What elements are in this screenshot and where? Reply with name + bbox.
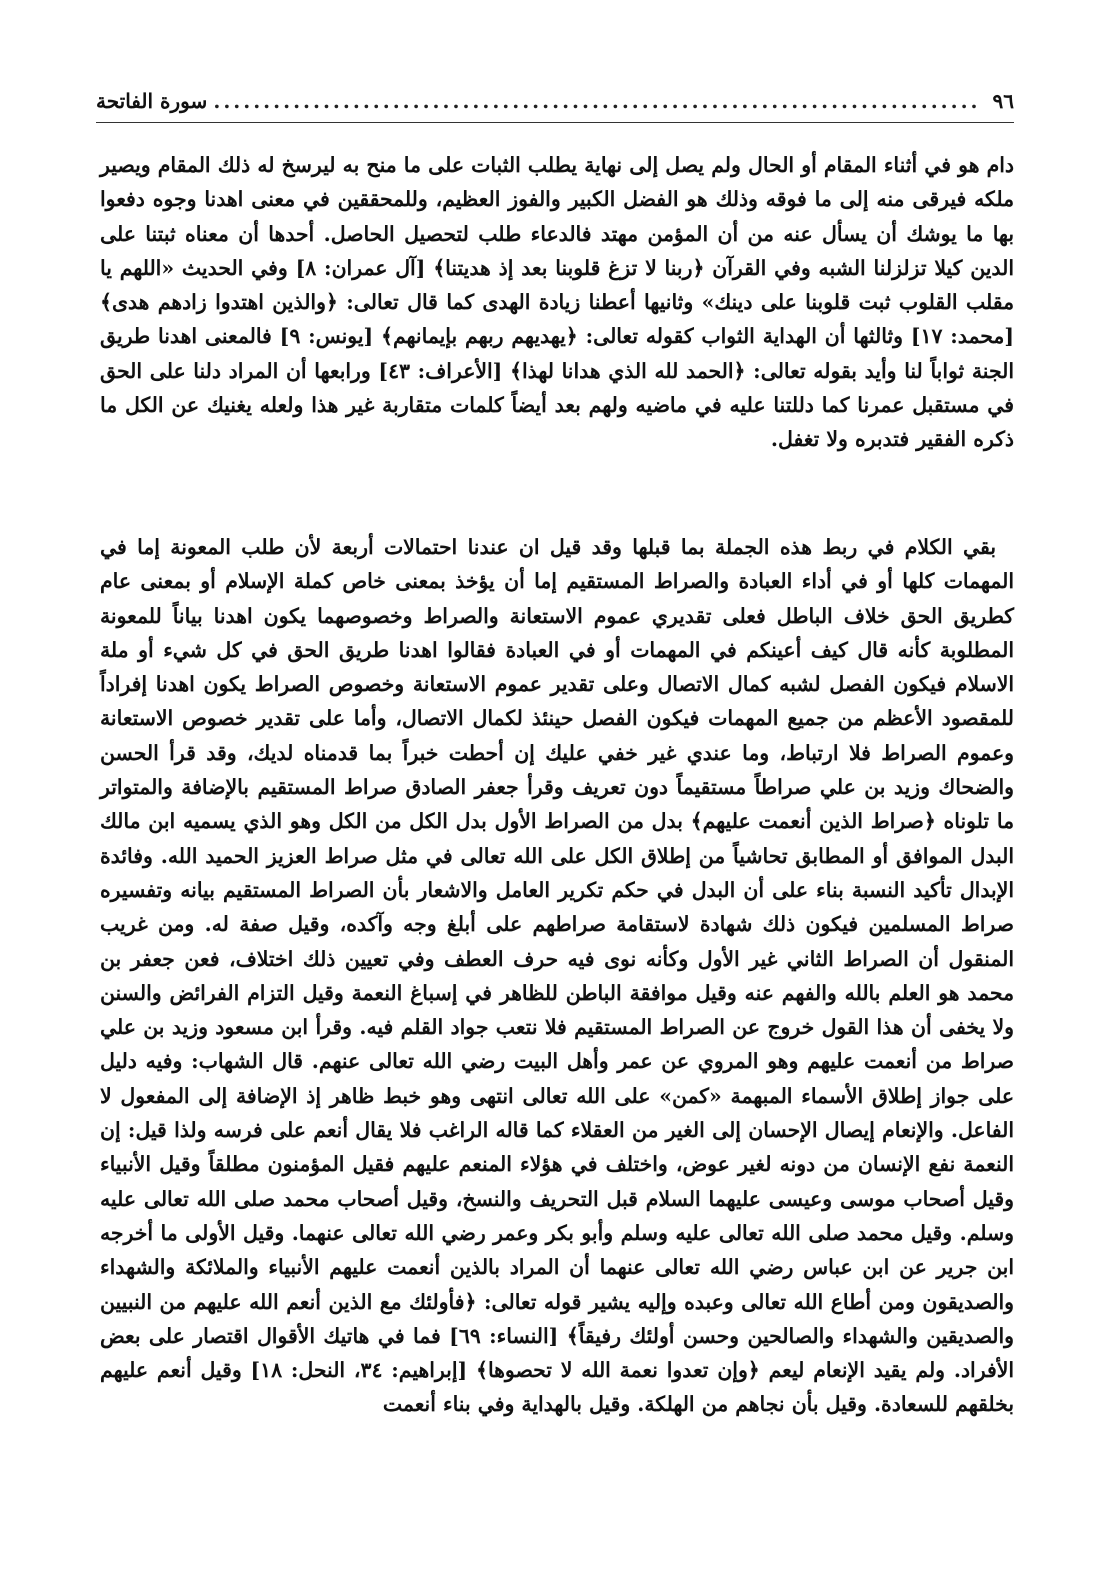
paragraph-1: دام هو في أثناء المقام أو الحال ولم يصل إلى نهاية يطلب الثبات على ما منح به ليرسخ له ذلك المقام ويصير ملكه فيرقى منه إلى ما فوقه وذلك هو الفضل الكبير والفوز العظيم، وللمحققين في معنى اهدنا وجوه دفعوا بها ما يوشك أن يسأل عنه من أن المؤمن مهتد فالدعاء طلب لتحصيل الحاصل. أحدها أن معناه ثبتنا على الدين كيلا تزلزلنا الشبه وفي القرآن ﴿ربنا لا تزغ قلوبنا بعد إذ هديتنا﴾ [آل عمران: ٨] وفي الحديث «اللهم يا مقلب القلوب ثبت قلوبنا على دينك» وثانيها أعطنا زيادة الهدى كما قال تعالى: ﴿والذين اهتدوا زادهم هدى﴾ [محمد: ١٧] وثالثها أن الهداية الثواب كقوله تعالى: ﴿يهديهم ربهم بإيمانهم﴾ [يونس: ٩] فالمعنى اهدنا طريق الجنة ثواباً لنا وأيد بقوله تعالى: ﴿الحمد لله الذي هدانا لهذا﴾ [الأعراف: ٤٣] ورابعها أن المراد دلنا على الحق في مستقبل عمرنا كما دللتنا عليه في ماضيه ولهم بعد أيضاً كلمات متقاربة غير هذا ولعله يغنيك عن الكل ما ذكره الفقير فتدبره ولا تغفل. xyxy=(100,153,1015,452)
leader-dots xyxy=(213,89,980,113)
page-number: ٩٦ xyxy=(992,89,1014,113)
paragraph-2: بقي الكلام في ربط هذه الجملة بما قبلها وقد قيل ان عندنا احتمالات أربعة لأن طلب المعونة إما في المهمات كلها أو في أداء العبادة والصراط المستقيم إما أن يؤخذ بمعنى خاص كملة الإسلام أو بمعنى عام كطريق الحق خلاف الباطل فعلى تقديري عموم الاستعانة والصراط وخصوصهما يكون اهدنا بياناً للمعونة المطلوبة كأنه قال كيف أعينكم في المهمات أو في العبادة فقالوا اهدنا طريق الحق في كل شيء أو ملة الاسلام فيكون الفصل لشبه كمال الاتصال وعلى تقدير عموم الاستعانة وخصوص الصراط يكون اهدنا إفراداً للمقصود الأعظم من جميع المهمات فيكون الفصل حينئذ لكمال الاتصال، وأما على تقدير خصوص الاستعانة وعموم الصراط فلا ارتباط، وما عندي غير خفي عليك إن أحطت خبراً بما قدمناه لديك، وقد قرأ الحسن والضحاك وزيد بن علي صراطاً مستقيماً دون تعريف وقرأ جعفر الصادق صراط المستقيم بالإضافة والمتواتر ما تلوناه ﴿صراط الذين أنعمت عليهم﴾ بدل من الصراط الأول بدل الكل من الكل وهو الذي يسميه ابن مالك البدل الموافق أو المطابق تحاشياً من إطلاق الكل على الله تعالى في مثل صراط العزيز الحميد الله. وفائدة الإبدال تأكيد النسبة بناء على أن البدل في حكم تكرير العامل والاشعار بأن الصراط المستقيم بيانه وتفسيره صراط المسلمين فيكون ذلك شهادة لاستقامة صراطهم على أبلغ وجه وآكده، وقيل صفة له. ومن غريب المنقول أن الصراط الثاني غير الأول وكأنه نوى فيه حرف العطف وفي تعيين ذلك اختلاف، فعن جعفر بن محمد هو العلم بالله والفهم عنه وقيل موافقة الباطن للظاهر في إسباغ النعمة وقيل التزام الفرائض والسنن ولا يخفى أن هذا القول خروج عن الصراط المستقيم فلا نتعب جواد القلم فيه. وقرأ ابن مسعود وزيد بن علي صراط من أنعمت عليهم وهو المروي عن عمر وأهل البيت رضي الله تعالى عنهم. قال الشهاب: وفيه دليل على جواز إطلاق الأسماء المبهمة «كمن» على الله تعالى انتهى وهو خبط ظاهر إذ الإضافة إلى المفعول لا الفاعل. والإنعام إيصال الإحسان إلى الغير من العقلاء كما قاله الراغب فلا يقال أنعم على فرسه ولذا قيل: إن النعمة نفع الإنسان من دونه لغير عوض، واختلف في هؤلاء المنعم عليهم فقيل المؤمنون مطلقاً وقيل الأنبياء وقيل أصحاب موسى وعيسى عليهما السلام قبل التحريف والنسخ، وقيل أصحاب محمد صلى الله تعالى عليه وسلم. وقيل محمد صلى الله تعالى عليه وسلم وأبو بكر وعمر رضي الله تعالى عنهما. وقيل الأولى ما أخرجه ابن جرير عن ابن عباس رضي الله تعالى عنهما أن المراد بالذين أنعمت عليهم الأنبياء والملائكة والشهداء والصديقون ومن أطاع الله تعالى وعبده وإليه يشير قوله تعالى: ﴿فأولئك مع الذين أنعم الله عليهم من النبيين والصديقين والشهداء والصالحين وحسن أولئك رفيقاً﴾ [النساء: ٦٩] فما في هاتيك الأقوال اقتصار على بعض الأفراد. ولم يقيد الإنعام ليعم ﴿وإن تعدوا نعمة الله لا تحصوها﴾ [إبراهيم: ٣٤، النحل: ١٨] وقيل أنعم عليهم بخلقهم للسعادة. وقيل بأن نجاهم من الهلكة. وقيل بالهداية وفي بناء أنعمت xyxy=(100,535,1014,1417)
running-header xyxy=(96,84,1014,118)
header-rule xyxy=(96,122,1014,123)
chapter-title: سورة الفاتحة xyxy=(96,89,208,113)
